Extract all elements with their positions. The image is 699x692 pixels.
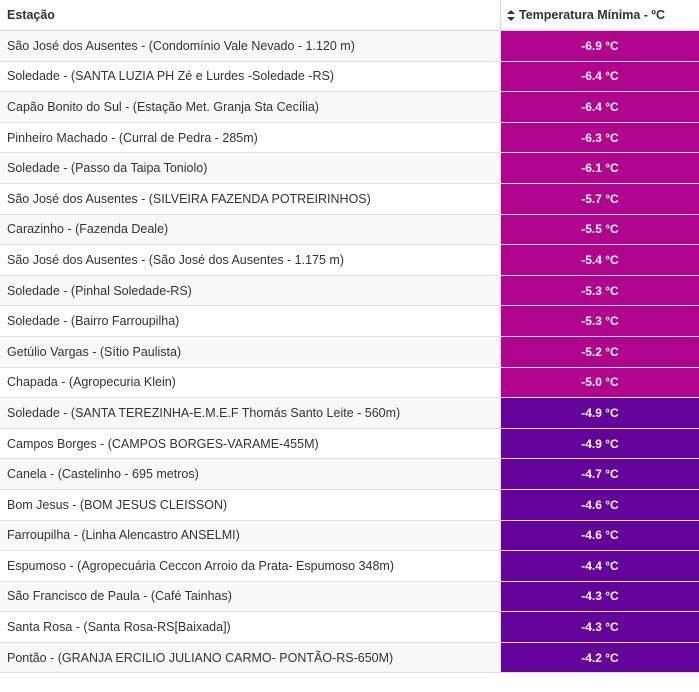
table-row [0,459,699,490]
table-row [0,123,699,154]
station-cell: Carazinho - (Fazenda Deale) [0,215,501,245]
temperature-cell: -6.4 °C [501,92,699,122]
table-header [0,0,699,31]
table-row [0,31,699,62]
table-row [0,306,699,337]
temperature-cell: -4.9 °C [501,398,699,428]
column-header-temperature-label: Temperatura Mínima - ºC [519,8,666,22]
temperature-cell: -4.3 °C [501,582,699,612]
temperature-cell: -6.3 °C [501,123,699,153]
table-row [0,62,699,93]
temperature-cell: -5.3 °C [501,306,699,336]
temperature-cell: -6.9 °C [501,31,699,61]
station-cell: São José dos Ausentes - (São José dos Ausentes - 1.175 m) [0,245,501,275]
table-row [0,368,699,399]
temperature-cell: -5.3 °C [501,276,699,306]
station-cell: Soledade - (Pinhal Soledade-RS) [0,276,501,306]
station-cell: Bom Jesus - (BOM JESUS CLEISSON) [0,490,501,520]
temperature-cell: -4.4 °C [501,551,699,581]
temperature-cell: -4.6 °C [501,521,699,551]
station-cell: São Francisco de Paula - (Café Tainhas) [0,582,501,612]
temperature-cell: -4.7 °C [501,459,699,489]
temperature-cell: -5.0 °C [501,368,699,398]
temperature-cell: -4.6 °C [501,490,699,520]
table-row [0,398,699,429]
column-header-station[interactable] [0,0,501,30]
station-cell: Santa Rosa - (Santa Rosa-RS[Baixada]) [0,612,501,642]
temperature-cell: -5.5 °C [501,215,699,245]
station-cell: Soledade - (SANTA TEREZINHA-E.M.E.F Thomás Santo Leite - 560m) [0,398,501,428]
table-row [0,276,699,307]
station-cell: Pontão - (GRANJA ERCILIO JULIANO CARMO- PONTÃO-RS-650M) [0,643,501,673]
table-body [0,31,699,673]
table-row [0,245,699,276]
table-row [0,521,699,552]
station-cell: Canela - (Castelinho - 695 metros) [0,459,501,489]
temperature-cell: -5.7 °C [501,184,699,214]
station-cell: Soledade - (Bairro Farroupilha) [0,306,501,336]
station-cell: Campos Borges - (CAMPOS BORGES-VARAME-455M) [0,429,501,459]
station-cell: Getúlio Vargas - (Sítio Paulista) [0,337,501,367]
table-row [0,337,699,368]
column-header-station-label: Estação [7,8,55,22]
table-row [0,490,699,521]
temperature-cell: -6.4 °C [501,62,699,92]
station-cell: Soledade - (SANTA LUZIA PH Zé e Lurdes -Soledade -RS) [0,62,501,92]
table-row [0,551,699,582]
station-cell: Espumoso - (Agropecuária Ceccon Arroio da Prata- Espumoso 348m) [0,551,501,581]
station-cell: Farroupilha - (Linha Alencastro ANSELMI) [0,521,501,551]
table-row [0,429,699,460]
table-row [0,643,699,674]
station-cell: São José dos Ausentes - (Condomínio Vale Nevado - 1.120 m) [0,31,501,61]
station-cell: Soledade - (Passo da Taipa Toniolo) [0,153,501,183]
table-row [0,612,699,643]
station-cell: Chapada - (Agropecuria Klein) [0,368,501,398]
table-row [0,582,699,613]
table-row [0,153,699,184]
temperature-cell: -6.1 °C [501,153,699,183]
sort-updown-icon[interactable] [507,10,515,21]
temperature-cell: -4.9 °C [501,429,699,459]
temperature-cell: -5.2 °C [501,337,699,367]
temperature-cell: -5.4 °C [501,245,699,275]
table-row [0,184,699,215]
table-row [0,215,699,246]
station-cell: Capão Bonito do Sul - (Estação Met. Granja Sta Cecília) [0,92,501,122]
station-cell: Pinheiro Machado - (Curral de Pedra - 285m) [0,123,501,153]
column-header-temperature[interactable] [501,0,699,30]
temperature-cell: -4.3 °C [501,612,699,642]
table-row [0,92,699,123]
station-cell: São José dos Ausentes - (SILVEIRA FAZENDA POTREIRINHOS) [0,184,501,214]
temperature-cell: -4.2 °C [501,643,699,673]
